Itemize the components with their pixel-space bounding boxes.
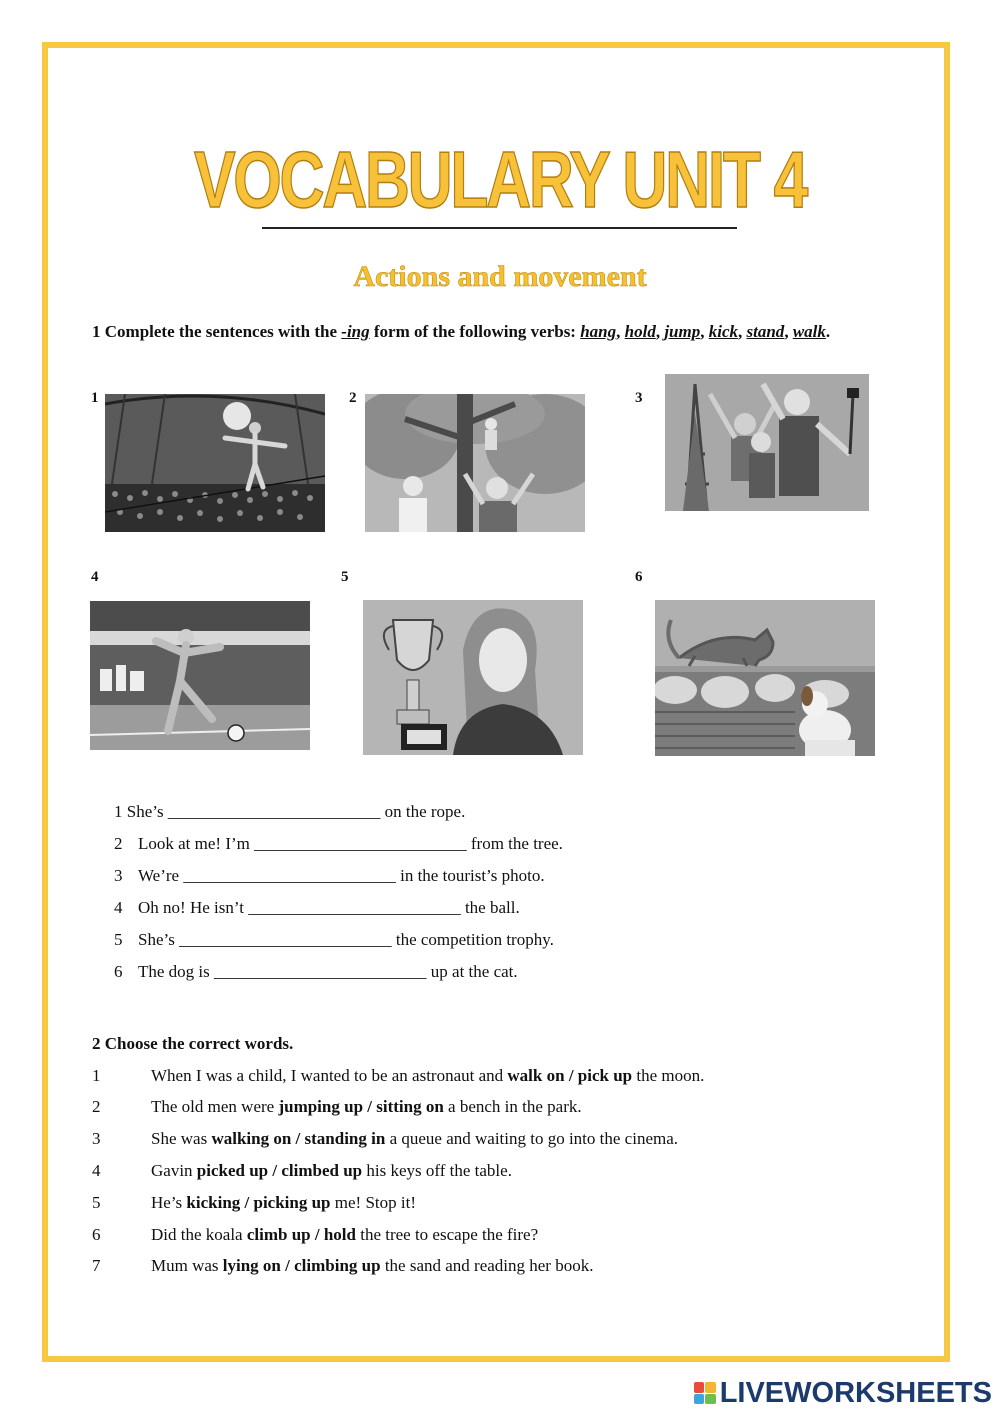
item-number: 1 <box>92 1066 101 1085</box>
item-after: me! Stop it! <box>330 1193 416 1212</box>
item-after: a bench in the park. <box>443 1097 582 1116</box>
item-choice[interactable]: lying on / climbing up <box>222 1256 381 1275</box>
sentence-number: 6 <box>114 962 123 981</box>
item-choice[interactable]: kicking / picking up <box>186 1193 331 1212</box>
item-number: 5 <box>92 1193 101 1212</box>
verb-hold: hold <box>624 322 656 341</box>
verb-separator: , <box>784 322 793 341</box>
sentence-4 <box>114 898 520 918</box>
verb-separator: , <box>655 322 665 341</box>
sentence-before: We’re <box>138 866 180 885</box>
item-number: 4 <box>92 1161 101 1180</box>
instruction-end: . <box>825 322 831 341</box>
item-after: a queue and waiting to go into the cinema. <box>385 1129 679 1148</box>
item-before: Gavin <box>151 1161 197 1180</box>
item-number: 7 <box>92 1256 101 1275</box>
picture-6-cat-and-dog <box>655 600 875 756</box>
sentence-number: 3 <box>114 866 123 885</box>
item-number: 2 <box>92 1097 101 1116</box>
item-number: 6 <box>92 1225 101 1244</box>
verb-jump: jump <box>664 322 701 341</box>
exercise1-instruction <box>92 322 830 342</box>
sentence-after: the competition trophy. <box>395 930 554 949</box>
verb-separator: , <box>738 322 747 341</box>
sentence-before: The dog is <box>138 962 210 981</box>
liveworksheets-wordmark: LIVEWORKSHEETS <box>719 1376 992 1409</box>
sentence-after: from the tree. <box>470 834 563 853</box>
instruction-mid: form of the following verbs: <box>369 322 581 341</box>
item-choice[interactable]: picked up / climbed up <box>196 1161 363 1180</box>
page-subtitle: Actions and movement <box>353 260 647 293</box>
picture-5-holding-trophy <box>363 600 583 755</box>
verb-separator: , <box>616 322 625 341</box>
sentence-number: 1 <box>114 802 123 821</box>
item-before: Mum was <box>151 1256 223 1275</box>
sentence-5 <box>114 930 554 950</box>
picture-1-tightrope-walker <box>105 394 325 532</box>
sentence-number: 4 <box>114 898 123 917</box>
picture-number-5: 5 <box>341 569 349 585</box>
verb-kick: kick <box>708 322 739 341</box>
logo-square <box>705 1394 716 1405</box>
item-choice[interactable]: walking on / standing in <box>211 1129 386 1148</box>
item-before: When I was a child, I wanted to be an astronaut and <box>151 1066 508 1085</box>
item-choice[interactable]: climb up / hold <box>246 1225 356 1244</box>
sentence-before: Look at me! I’m <box>138 834 250 853</box>
sentence-6 <box>114 962 518 982</box>
sentence-after: in the tourist’s photo. <box>400 866 545 885</box>
answer-blank[interactable]: _________________________ <box>167 802 381 821</box>
picture-number-4: 4 <box>91 569 99 585</box>
liveworksheets-logo-icon <box>694 1382 716 1404</box>
verb-separator: , <box>700 322 709 341</box>
page-title: VOCABULARY UNIT 4 <box>193 135 807 224</box>
answer-blank[interactable]: _________________________ <box>214 962 427 981</box>
item-before: He’s <box>151 1193 187 1212</box>
item-after: his keys off the table. <box>362 1161 512 1180</box>
item-after: the moon. <box>632 1066 705 1085</box>
sentence-1 <box>114 802 465 822</box>
logo-square <box>694 1382 705 1393</box>
sentence-after: the ball. <box>464 898 520 917</box>
item-before: Did the koala <box>151 1225 247 1244</box>
picture-4-kicking-ball <box>90 601 310 750</box>
answer-blank[interactable]: _________________________ <box>179 930 392 949</box>
picture-number-1: 1 <box>91 390 99 406</box>
sentence-before: She’s <box>126 802 164 821</box>
item-before: She was <box>151 1129 212 1148</box>
logo-square <box>705 1382 716 1393</box>
picture-2-hanging-from-tree <box>365 394 585 532</box>
sentence-number: 5 <box>114 930 123 949</box>
liveworksheets-brand[interactable] <box>694 1376 992 1410</box>
verb-hang: hang <box>580 322 617 341</box>
item-choice[interactable]: jumping up / sitting on <box>278 1097 444 1116</box>
item-before: The old men were <box>151 1097 279 1116</box>
sentence-before: Oh no! He isn’t <box>138 898 244 917</box>
picture-number-6: 6 <box>635 569 643 585</box>
picture-3-jumping-eiffel-tower <box>665 374 869 511</box>
sentence-2 <box>114 834 563 854</box>
item-after: the sand and reading her book. <box>380 1256 594 1275</box>
answer-blank[interactable]: _________________________ <box>248 898 461 917</box>
verb-stand: stand <box>746 322 785 341</box>
sentence-number: 2 <box>114 834 123 853</box>
item-number: 3 <box>92 1129 101 1148</box>
picture-number-3: 3 <box>635 390 643 406</box>
item-after: the tree to escape the fire? <box>355 1225 539 1244</box>
answer-blank[interactable]: _________________________ <box>254 834 467 853</box>
item-choice[interactable]: walk on / pick up <box>507 1066 633 1085</box>
verb-walk: walk <box>792 322 826 341</box>
sentence-after: on the rope. <box>384 802 466 821</box>
logo-square <box>694 1394 705 1405</box>
picture-number-2: 2 <box>349 390 357 406</box>
sentence-before: She’s <box>138 930 175 949</box>
exercise2-title: 2 Choose the correct words. <box>92 1034 294 1053</box>
title-underline <box>262 227 737 229</box>
sentence-3 <box>114 866 545 886</box>
sentence-after: up at the cat. <box>430 962 518 981</box>
instruction-prefix: 1 Complete the sentences with the <box>92 322 342 341</box>
answer-blank[interactable]: _________________________ <box>183 866 396 885</box>
instruction-ing: -ing <box>341 322 370 341</box>
